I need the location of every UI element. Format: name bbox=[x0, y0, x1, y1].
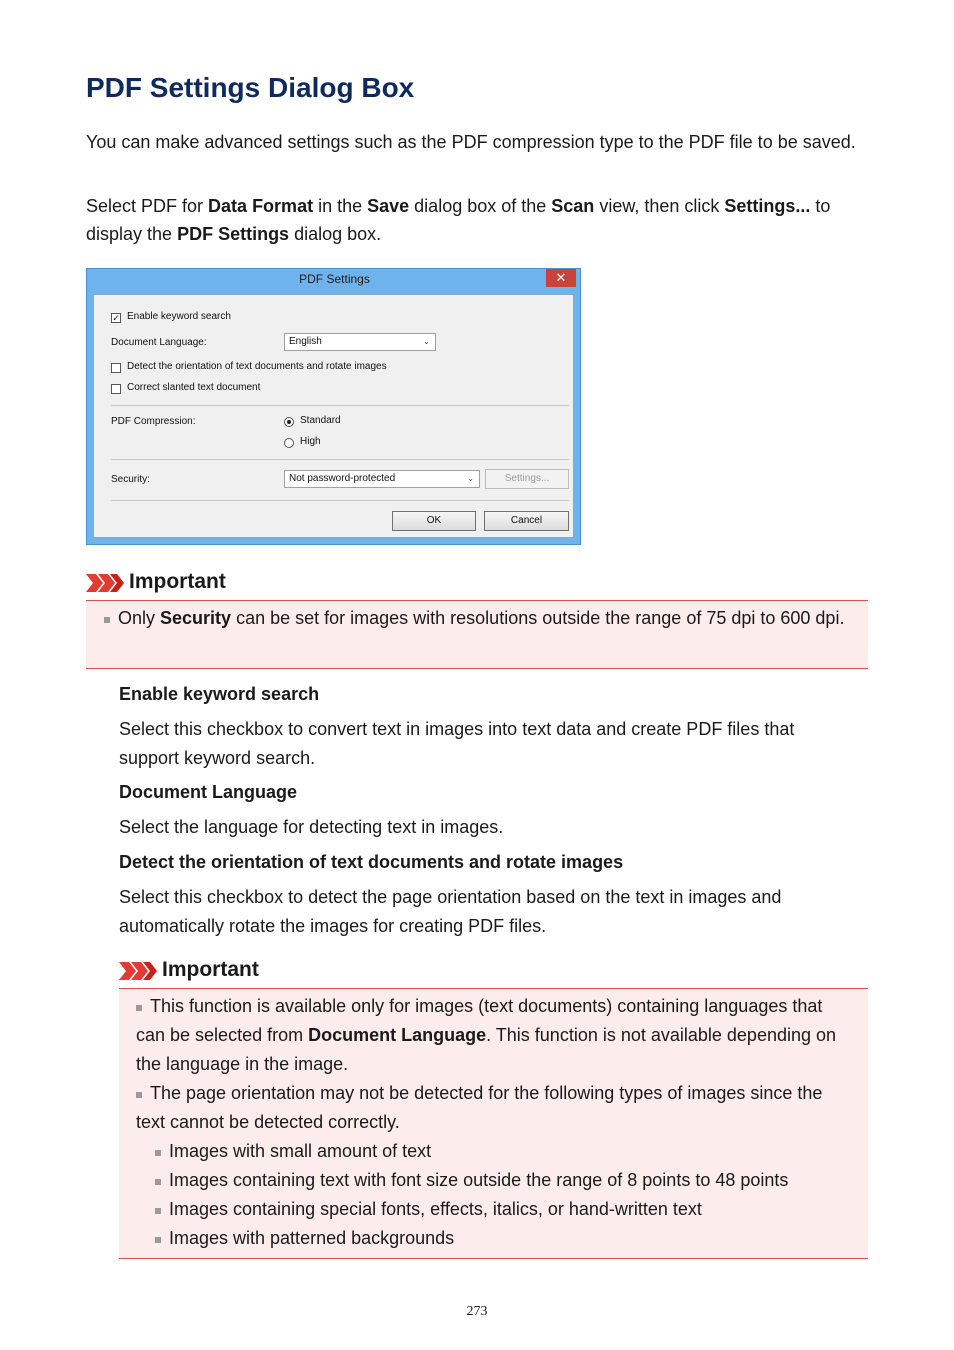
text: This function is available only for images (text documents) containing languages that can be selected from bbox=[136, 996, 823, 1045]
security-select[interactable] bbox=[284, 470, 480, 488]
bullet-marker bbox=[136, 1092, 142, 1098]
bullet-marker bbox=[104, 617, 110, 623]
term-document-language: Document Language bbox=[308, 1025, 487, 1045]
text: dialog box of the bbox=[409, 196, 552, 216]
intro-paragraph-1: You can make advanced settings such as the PDF compression type to the PDF file to be saved. bbox=[86, 132, 856, 152]
text: The page orientation may not be detected for the following types of images since the text cannot be detected correctly. bbox=[136, 1083, 823, 1132]
bullet-marker bbox=[155, 1179, 161, 1185]
pdf-settings-dialog bbox=[86, 268, 581, 545]
bullet-marker bbox=[136, 1005, 142, 1011]
text: to display the bbox=[86, 196, 831, 244]
bullet-marker bbox=[155, 1237, 161, 1243]
term-security: Security bbox=[160, 608, 232, 628]
enable-keyword-search-label: Enable keyword search bbox=[127, 311, 231, 322]
important-heading: Important bbox=[129, 570, 226, 593]
setting-term-detect-orientation: Detect the orientation of text documents and rotate images bbox=[119, 852, 624, 872]
important-bullet bbox=[136, 1079, 848, 1137]
document-language-value: English bbox=[289, 336, 322, 347]
term-scan: Scan bbox=[551, 196, 595, 216]
correct-slanted-label: Correct slanted text document bbox=[127, 382, 261, 393]
pdf-compression-label: PDF Compression: bbox=[111, 416, 196, 427]
page-title: PDF Settings Dialog Box bbox=[86, 72, 415, 103]
sub-bullet bbox=[155, 1224, 855, 1253]
ok-button[interactable]: OK bbox=[392, 511, 476, 531]
term-save: Save bbox=[367, 196, 410, 216]
term-pdf-settings: PDF Settings bbox=[177, 224, 290, 244]
text: dialog box. bbox=[289, 224, 382, 244]
compression-standard-radio[interactable] bbox=[284, 417, 294, 427]
text: Images with patterned backgrounds bbox=[169, 1228, 455, 1248]
enable-keyword-search-checkbox[interactable]: ✓ bbox=[112, 313, 120, 323]
sub-bullet bbox=[155, 1137, 855, 1166]
intro-paragraph-2 bbox=[86, 192, 876, 248]
setting-desc-enable-keyword-search: Select this checkbox to convert text in images into text data and create PDF files that support keyword search. bbox=[119, 719, 795, 768]
compression-high-radio[interactable] bbox=[284, 438, 294, 448]
divider bbox=[111, 459, 569, 460]
bullet-marker bbox=[155, 1208, 161, 1214]
document-language-label: Document Language: bbox=[111, 337, 207, 348]
bullet-marker bbox=[155, 1150, 161, 1156]
close-icon[interactable]: ✕ bbox=[546, 269, 576, 287]
dialog-body bbox=[93, 294, 574, 538]
security-label: Security: bbox=[111, 474, 150, 485]
chevron-down-icon: ⌄ bbox=[467, 474, 474, 483]
text: can be set for images with resolutions outside the range of 75 dpi to 600 dpi. bbox=[231, 608, 845, 628]
compression-high-label: High bbox=[300, 436, 321, 447]
text: Images with small amount of text bbox=[169, 1141, 432, 1161]
text: Only bbox=[118, 608, 161, 628]
compression-standard-label: Standard bbox=[300, 415, 341, 426]
text: Images containing special fonts, effects, italics, or hand-written text bbox=[169, 1199, 702, 1219]
setting-term-document-language: Document Language bbox=[119, 782, 298, 802]
important-box bbox=[119, 988, 868, 1259]
setting-desc-detect-orientation: Select this checkbox to detect the page orientation based on the text in images and automatically rotate the images for creating PDF files. bbox=[119, 887, 782, 936]
sub-bullet bbox=[155, 1166, 855, 1195]
page-number: 273 bbox=[466, 1304, 488, 1319]
text: in the bbox=[313, 196, 368, 216]
setting-term-enable-keyword-search: Enable keyword search bbox=[119, 684, 320, 704]
correct-slanted-checkbox[interactable] bbox=[111, 384, 121, 394]
term-data-format: Data Format bbox=[208, 196, 314, 216]
detect-orientation-checkbox[interactable] bbox=[111, 363, 121, 373]
term-settings: Settings... bbox=[724, 196, 811, 216]
security-settings-button[interactable]: Settings... bbox=[485, 469, 569, 489]
security-value: Not password-protected bbox=[289, 473, 396, 484]
important-arrows-icon bbox=[86, 574, 126, 592]
important-bullet bbox=[136, 992, 848, 1079]
dialog-title: PDF Settings bbox=[299, 272, 370, 286]
cancel-button[interactable]: Cancel bbox=[484, 511, 569, 531]
text: Images containing text with font size outside the range of 8 points to 48 points bbox=[169, 1170, 789, 1190]
setting-desc-document-language: Select the language for detecting text in images. bbox=[119, 817, 504, 837]
sub-bullet bbox=[155, 1195, 855, 1224]
chevron-down-icon: ⌄ bbox=[423, 337, 430, 346]
important-bullet bbox=[104, 604, 864, 633]
important-box bbox=[86, 600, 868, 669]
important-arrows-icon bbox=[119, 962, 159, 980]
divider bbox=[111, 405, 569, 406]
important-heading: Important bbox=[162, 958, 259, 981]
text: Select PDF for bbox=[86, 196, 209, 216]
document-language-select[interactable] bbox=[284, 333, 436, 351]
divider bbox=[111, 500, 569, 501]
text: view, then click bbox=[594, 196, 725, 216]
text: . This function is not available depending on the language in the image. bbox=[136, 1025, 837, 1074]
detect-orientation-label: Detect the orientation of text documents and rotate images bbox=[127, 361, 387, 372]
